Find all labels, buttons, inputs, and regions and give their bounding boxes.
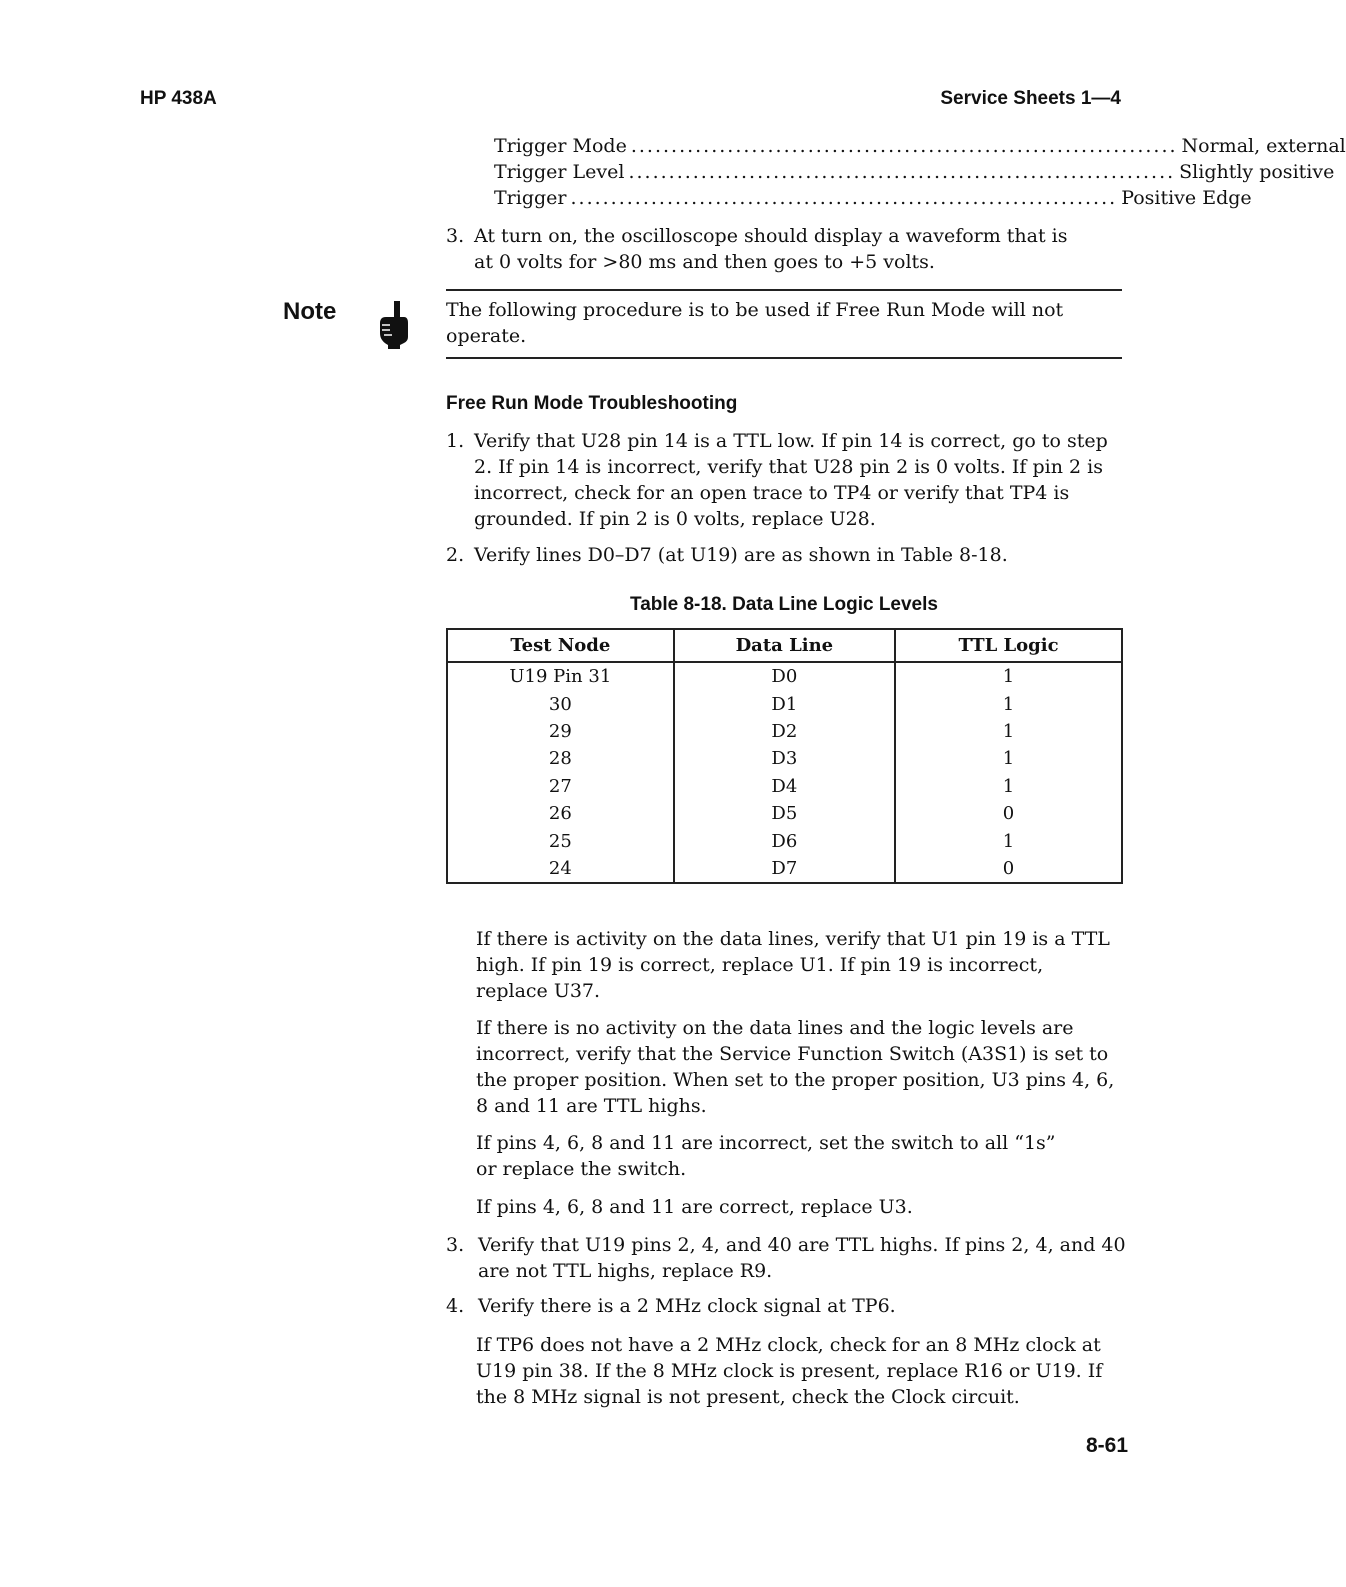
table-cell: 28 [548, 748, 572, 770]
column-header: Data Line [674, 629, 895, 662]
setting-value: Positive Edge [1121, 187, 1252, 209]
table-cell: D1 [674, 690, 895, 717]
note-label: Note [283, 298, 337, 325]
step-number: 3. [446, 1234, 465, 1256]
step-text: Verify lines D0–D7 (at U19) are as shown in Table 8-18. [474, 544, 1008, 566]
table-cell: 30 [548, 693, 572, 715]
setting-label: Trigger Level [494, 161, 625, 183]
table-cell: D3 [674, 745, 895, 772]
column-header: Test Node [447, 629, 674, 662]
table-cell: 29 [548, 720, 572, 742]
table-row [447, 718, 1122, 745]
page-number: 8-61 [1085, 1434, 1128, 1457]
paragraph: If there is activity on the data lines, verify that U1 pin 19 is a TTL high. If pin 19 is correct, replace U1. If pin 19 is incorrect, replace U37. [476, 928, 1110, 1002]
table-cell: 24 [548, 857, 572, 879]
table-cell: 1 [895, 827, 1122, 854]
setting-value: Normal, external [1181, 135, 1346, 157]
table-cell: 1 [895, 718, 1122, 745]
table-row [447, 827, 1122, 854]
setting-value: Slightly positive [1179, 161, 1335, 183]
table-cell: D5 [674, 800, 895, 827]
step-text: Verify that U28 pin 14 is a TTL low. If pin 14 is correct, go to step 2. If pin 14 is incorrect, verify that U28 pin 2 is 0 volts. If pin 2 is incorrect, check for an open trace to TP4 or verify that TP4 is grounded. If pin 2 is 0 volts, replace U28. [474, 430, 1108, 530]
paragraph: If pins 4, 6, 8 and 11 are correct, replace U3. [476, 1196, 913, 1218]
step-text: Verify there is a 2 MHz clock signal at TP6. [478, 1295, 896, 1317]
pointing-hand-icon [376, 301, 410, 353]
table-row [447, 662, 1122, 690]
step-item [446, 542, 1126, 568]
table-cell: 1 [895, 773, 1122, 800]
note-text: The following procedure is to be used if Free Run Mode will not operate. [446, 299, 1064, 347]
step-number: 3. [446, 225, 465, 247]
step-number: 1. [446, 430, 465, 452]
step-item [446, 223, 1086, 275]
table-row [447, 800, 1122, 827]
step-number: 2. [446, 544, 465, 566]
table-cell: D2 [674, 718, 895, 745]
table-cell: 25 [548, 830, 572, 852]
table-cell: D4 [674, 773, 895, 800]
step-text: At turn on, the oscilloscope should display a waveform that is at 0 volts for >80 ms and then goes to +5 volts. [474, 225, 1068, 273]
paragraph: If TP6 does not have a 2 MHz clock, check for an 8 MHz clock at U19 pin 38. If the 8 MHz clock is present, replace R16 or U19. If the 8 MHz signal is not present, check the Clock circuit. [476, 1334, 1103, 1408]
table-cell: D6 [674, 827, 895, 854]
header-model: HP 438A [140, 88, 217, 109]
step-item [446, 1232, 1126, 1284]
setting-label: Trigger [494, 187, 567, 209]
table-row [447, 773, 1122, 800]
table-cell: 27 [548, 775, 572, 797]
paragraph: If pins 4, 6, 8 and 11 are incorrect, set the switch to all “1s” or replace the switch. [476, 1132, 1056, 1180]
column-header: TTL Logic [895, 629, 1122, 662]
step-item [446, 428, 1118, 532]
table-cell: 1 [895, 745, 1122, 772]
table-row [447, 690, 1122, 717]
step-text: Verify that U19 pins 2, 4, and 40 are TTL highs. If pins 2, 4, and 40 are not TTL highs, replace R9. [478, 1234, 1126, 1282]
step-number: 4. [446, 1295, 465, 1317]
table-cell: 1 [895, 690, 1122, 717]
table-cell: D0 [674, 662, 895, 690]
setting-label: Trigger Mode [494, 135, 627, 157]
paragraph: If there is no activity on the data lines and the logic levels are incorrect, verify that the Service Function Switch (A3S1) is set to the proper position. When set to the proper position, U3 pins 4, 6, 8 and 11 are TTL highs. [476, 1017, 1115, 1117]
data-line-table [446, 628, 1123, 884]
setting-row: Trigger .................................................................... Positive Edge [494, 187, 1252, 209]
header-section: Service Sheets 1—4 [940, 88, 1121, 109]
table-header-row [447, 629, 1122, 662]
settings-list [494, 133, 1346, 211]
note-rule-top [446, 289, 1122, 291]
table-cell: 0 [895, 855, 1122, 883]
table-caption: Table 8-18. Data Line Logic Levels [630, 594, 938, 615]
table-cell: 1 [895, 662, 1122, 690]
setting-row: Trigger Mode .................................................................... Normal, external [494, 135, 1346, 157]
table-cell: U19 Pin 31 [509, 666, 612, 688]
step-item [446, 1293, 1126, 1319]
setting-row: Trigger Level .................................................................... Slightly positive [494, 161, 1335, 183]
table-cell: D7 [674, 855, 895, 883]
table-row [447, 745, 1122, 772]
table-cell: 26 [548, 803, 572, 825]
section-heading: Free Run Mode Troubleshooting [446, 393, 738, 414]
table-row [447, 855, 1122, 883]
table-cell: 0 [895, 800, 1122, 827]
note-rule-bottom [446, 357, 1122, 359]
